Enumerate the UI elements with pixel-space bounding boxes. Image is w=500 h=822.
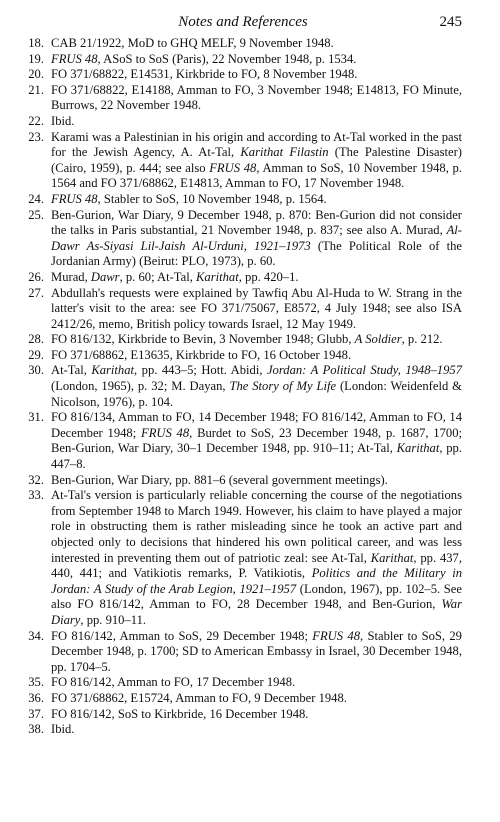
note-30 [24,363,462,410]
note-number: 24 . [24,192,44,208]
note-text: Ben-Gurion, War Diary, pp. 881–6 (several government meetings). [51,472,388,487]
note-text: FO 816/142, SoS to Kirkbride, 16 December 1948. [51,706,309,721]
note-text: Ibid. [51,113,75,128]
note-number: 37 . [24,707,44,723]
note-26 [24,270,462,286]
note-text: At-Tal's version is particularly reliable concerning the course of the negotiations from September 1948 to March 1949. However, his claim to have played a major role in obstructing them is rather misleading since he took an active part and objected only to decisions that hindered his own political career, and was less interested in preventing them out of patriotic zeal: see At-Tal, Karithat, pp. 437, 440, 441; and Vatikiotis remarks, P. Vatikiotis, Politics and the Military in Jordan: A Study of the Arab Legion, 1921–1957 (London, 1967), pp. 102–5. See also FO 816/142, Amman to FO, 28 December 1948, and Ben-Gurion, War Diary, pp. 910–11. [51,488,462,627]
note-28 [24,332,462,348]
note-number: 19 . [24,52,44,68]
page-number: 245 [439,14,462,30]
note-text: FO 816/132, Kirkbride to Bevin, 3 November 1948; Glubb, A Soldier, p. 212. [51,332,443,347]
note-number: 28 . [24,332,44,348]
note-33 [24,488,462,628]
page-header [24,12,462,36]
note-29 [24,348,462,364]
note-number: 20 . [24,67,44,83]
note-number: 35 . [24,675,44,691]
note-number: 34 . [24,629,44,645]
note-text: FO 816/134, Amman to FO, 14 December 1948; FO 816/142, Amman to FO, 14 December 1948; FRUS 48, Burdet to SoS, 23 December 1948, p. 1687, 1700; Ben-Gurion, War Diary, 30–1 December 1948, pp. 910–11; At-Tal, Karithat, pp. 447–8. [51,410,462,472]
note-text: Ben-Gurion, War Diary, 9 December 1948, p. 870: Ben-Gurion did not consider the talks in Paris substantial, 21 November 1948, p. 837; see also A. Murad, Al-Dawr As-Siyasi Lil-Jaish Al-Urduni, 1921–1973 (The Political Role of the Jordanian Army) (Beirut: PLO, 1973), p. 60. [51,207,463,269]
note-19 [24,52,462,68]
note-text: FO 816/142, Amman to SoS, 29 December 1948; FRUS 48, Stabler to SoS, 29 December 1948, p. 1700; SD to American Embassy in Israel, 30 December 1948, pp. 1704–5. [51,628,462,674]
note-text: Karami was a Palestinian in his origin and according to At-Tal worked in the past for the Jewish Agency, A. At-Tal, Karithat Filastin (The Palestine Disaster) (Cairo, 1959), p. 444; see also FRUS 48, Amman to SoS, 10 November 1948, p. 1564 and FO 371/68862, E14813, Amman to FO, 17 November 1948. [51,129,463,191]
note-31 [24,410,462,472]
note-number: 29 . [24,348,44,364]
note-number: 21 . [24,83,44,99]
note-text: Ibid. [51,722,75,737]
note-number: 23 . [24,130,44,146]
note-36 [24,691,462,707]
note-number: 27 . [24,286,44,302]
note-number: 30 . [24,363,44,379]
note-text: Abdullah's requests were explained by Tawfiq Abu Al-Huda to W. Strang in the latter's visit to the area: see FO 371/75067, E8572, 4 July 1948; see also ISA 2412/26, memo, British policy towards Israel, 12 May 1949. [51,285,462,331]
note-27 [24,286,462,333]
note-32 [24,473,462,489]
notes-list [24,36,462,738]
note-number: 38 . [24,722,44,738]
note-38 [24,722,462,738]
note-35 [24,675,462,691]
note-number: 33 . [24,488,44,504]
note-23 [24,130,462,192]
note-20 [24,67,462,83]
running-head: Notes and References [178,14,308,30]
note-18 [24,36,462,52]
note-number: 18 . [24,36,44,52]
note-number: 25 . [24,208,44,224]
note-25 [24,208,462,270]
note-number: 31 . [24,410,44,426]
note-37 [24,707,462,723]
note-text: At-Tal, Karithat, pp. 443–5; Hott. Abidi, Jordan: A Political Study, 1948–1957 (London, 1965), p. 32; M. Dayan, The Story of My Life (London: Weidenfeld & Nicolson, 1976), p. 104. [51,363,462,409]
note-number: 22 . [24,114,44,130]
note-text: FRUS 48, ASoS to SoS (Paris), 22 November 1948, p. 1534. [51,51,357,66]
note-text: FO 371/68822, E14531, Kirkbride to FO, 8 November 1948. [51,67,358,82]
note-34 [24,629,462,676]
note-number: 26 . [24,270,44,286]
note-text: FRUS 48, Stabler to SoS, 10 November 1948, p. 1564. [51,191,327,206]
note-text: FO 371/68822, E14188, Amman to FO, 3 November 1948; E14813, FO Minute, Burrows, 22 November 1948. [51,82,462,113]
note-number: 36 . [24,691,44,707]
note-number: 32 . [24,473,44,489]
note-22 [24,114,462,130]
note-text: CAB 21/1922, MoD to GHQ MELF, 9 November 1948. [51,36,334,50]
note-text: FO 816/142, Amman to FO, 17 December 1948. [51,675,296,690]
note-text: FO 371/68862, E13635, Kirkbride to FO, 16 October 1948. [51,347,352,362]
note-24 [24,192,462,208]
note-21 [24,83,462,114]
note-text: Murad, Dawr, p. 60; At-Tal, Karithat, pp. 420–1. [51,269,299,284]
note-text: FO 371/68862, E15724, Amman to FO, 9 December 1948. [51,690,347,705]
